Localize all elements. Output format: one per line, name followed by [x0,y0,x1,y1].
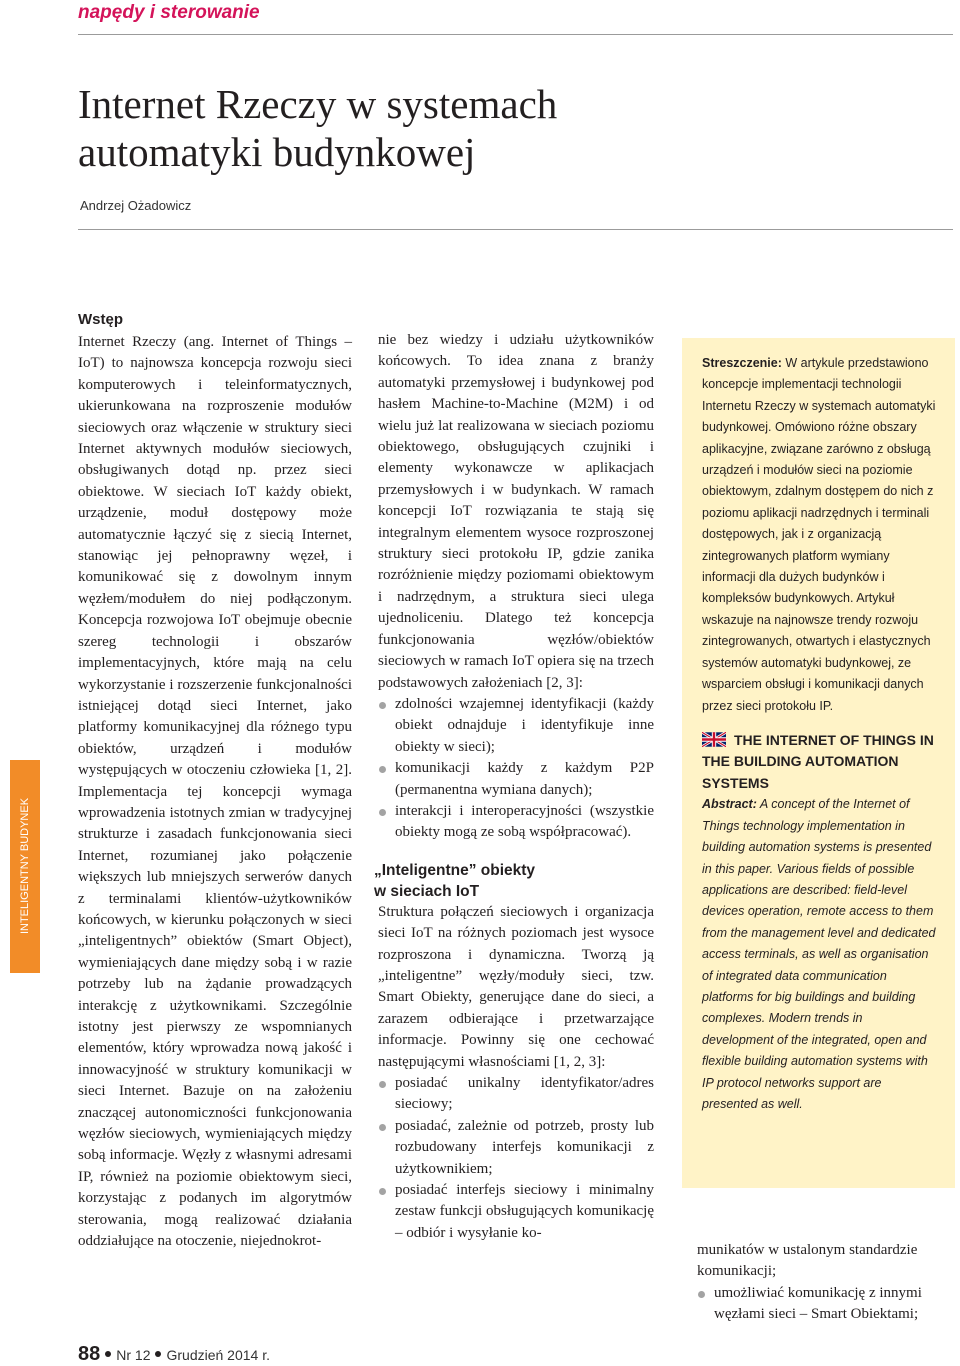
list-item: posiadać, zależnie od potrzeb, prosty lub rozbudowany interfejs komunikacji z użytkownikiem; [378,1116,654,1180]
list-item: posiadać unikalny identyfikator/adres sieciowy; [378,1073,654,1116]
list-item: interakcji i interoperacyjności (wszystkie obiekty mogą ze sobą współpracować). [378,801,654,844]
column-1 [78,332,352,1252]
heading-wstep: Wstęp [78,311,123,328]
page-number: 88 [78,1343,101,1365]
bullet-dot [155,1351,161,1357]
heading-smart-objects: „Inteligentne” obiekty w sieciach IoT [374,861,536,900]
list-item: komunikacji każdy z każdym P2P (permanentna wymiana danych); [378,758,654,801]
issue-date: Grudzień 2014 r. [166,1347,270,1363]
header-divider [78,34,953,35]
column-3 [697,1240,957,1326]
bullet-list [697,1283,957,1326]
column-2 [374,330,654,1244]
list-item: umożliwiać komunikację z innymi węzłami sieci – Smart Obiektami; [697,1283,957,1326]
issue: Nr 12 [116,1347,151,1363]
paragraph: Struktura połączeń sieciowych i organizacja sieci IoT na różnych poziomach jest wysoce rozproszona i dynamiczna. Tworzą ją „inteligentne” węzły/moduły sieci, tzw. Smart Obiekty, generujące dane do sieci, a zarazem odbierające i przetwarzające informacje. Powinny się one cechować następującymi własnościami [1, 2, 3]: [378,903,654,1070]
paragraph: munikatów w ustalonym standardzie komunikacji; [697,1242,918,1280]
bullet-dot [105,1351,111,1357]
bullet-list [378,694,654,844]
streszczenie: Streszczenie: W artykule przedstawiono koncepcje implementacji technologii Internetu Rzeczy w systemach automatyki budynkowej. Omówiono różne obszary aplikacyjne, związane zarówno z obsługą urządzeń i modułów sieci na poziomie obiektowym, zdalnym dostępem do nich z poziomu aplikacji nadrzędnych i terminali dostępowych, jak i z organizacją zintegrowanych platform wymiany informacji dla dużych budynków i kompleksów budynkowych. Artykuł wskazuje na najnowsze trendy rozwoju zintegrowanych, otwartych i elastycznych systemów automatyki budynkowej, ze wsparciem obsługi i komunikacji danych przez sieci protokołu IP. [702,356,936,713]
bullet-list [378,1073,654,1244]
author-name: Andrzej Ożadowicz [80,198,192,213]
list-item: posiadać interfejs sieciowy i minimalny zestaw funkcji obsługujących komunikację – odbiór i wysyłanie ko- [378,1180,654,1244]
english-title: THE INTERNET OF THINGS IN THE BUILDING AUTOMATION SYSTEMS [702,731,934,791]
summary-box [682,338,955,1188]
title-divider [78,229,953,230]
list-item: zdolności wzajemnej identyfikacji (każdy obiekt odnajduje i identyfikuje inne obiekty w sieci); [378,694,654,758]
paragraph: nie bez wiedzy i udziału użytkowników końcowych. To idea znana z branży automatyki przemysłowej i budynkowej pod hasłem Machine-to-Machine (M2M) i od wielu już lat realizowana w sieciach poziomu obiektowego, obsługujących czujniki i elementy wykonawcze w aplikacjach przemysłowych i w budynkach. W ramach koncepcji IoT rozwiązania te stają się integralnym elementem wysoce rozproszonej struktury sieci protokołu IP, gdzie zanika rozróżnienie między poziomami obiektowym i nadrzędnym, a struktura sieci ulega ujednoliceniu. Dlatego też koncepcja funkcjonowania węzłów/obiektów sieciowych w ramach IoT opiera się na trzech podstawowych założeniach [2, 3]: [378,332,654,691]
paragraph: Internet Rzeczy (ang. Internet of Things – IoT) to najnowsza koncepcja rozwoju sieci komputerowych i teleinformatycznych, ukierunkowana na rozproszenie modułów sieciowych oraz włączenie w struktury sieci Internet aktywnych modułów sieciowych, obsługiwanych dotąd np. przez sieci obiektowe. W sieciach IoT każdy obiekt, urządzenie, moduł dostępowy może automatycznie łączyć się z siecią Internet, stanowiąc jej pełnoprawny węzeł, i komunikować się z dowolnym innym węzłem/modułem do niej podłączonym. Koncepcja rozwojowa IoT obejmuje obecnie szereg technologii i obszarów implementacyjnych, które mają na celu wykorzystanie i rozszerzenie funkcjonalności istniejącej dotąd sieci Internet, jako platformy komunikacyjnej dla różnego typu obiektów, urządzeń i modułów występujących w otoczeniu człowieka [1, 2]. Implementacja tej koncepcji wymaga wprowadzenia istotnych zmian w tradycyjnej strukturze i zasadach funkcjonowania sieci Internet, rozumianej jako połączenie większych lub mniejszych serwerów danych z terminalami klientów-użytkowników końcowych, w kierunku połączonych w sieci „inteligentnych” obiektów (Smart Object), wymieniających dane między sobą i w razie potrzeby lub na żądanie prowadzących interakcję z użytkownikami. Szczególnie istotny jest pierwszy ze wspomnianych elementów, który wprowadza nową jakość i innowacyjność w struktury komunikacji w sieci Internet. Bazuje on na założeniu znaczącej autonomiczności funkcjonowania węzłów sieciowych, wymieniających między sobą informacje. Węzły z własnymi adresami IP, również na poziomie obiektowym sieci, korzystając z podanych im algorytmów sterowania, mogą realizować działania oddziałujące na otoczenie, niejednokrot- [78,334,352,1250]
uk-flag-icon [702,732,726,747]
section-title: napędy i sterowanie [78,2,260,23]
side-tab: INTELIGENTNY BUDYNEK [10,760,40,973]
abstract: Abstract: A concept of the Internet of Things technology implementation in building automation systems is presented in this paper. Various fields of possible applications are described: field-level devices operation, remote access to them from the management level and dedicated access terminals, as well as organisation of integrated data communication platforms for big buildings and building complexes. Modern trends in development of the integrated, open and flexible building automation systems with IP protocol networks support are presented as well. [702,797,936,1112]
article-title: Internet Rzeczy w systemach automatyki budynkowej [78,81,558,175]
